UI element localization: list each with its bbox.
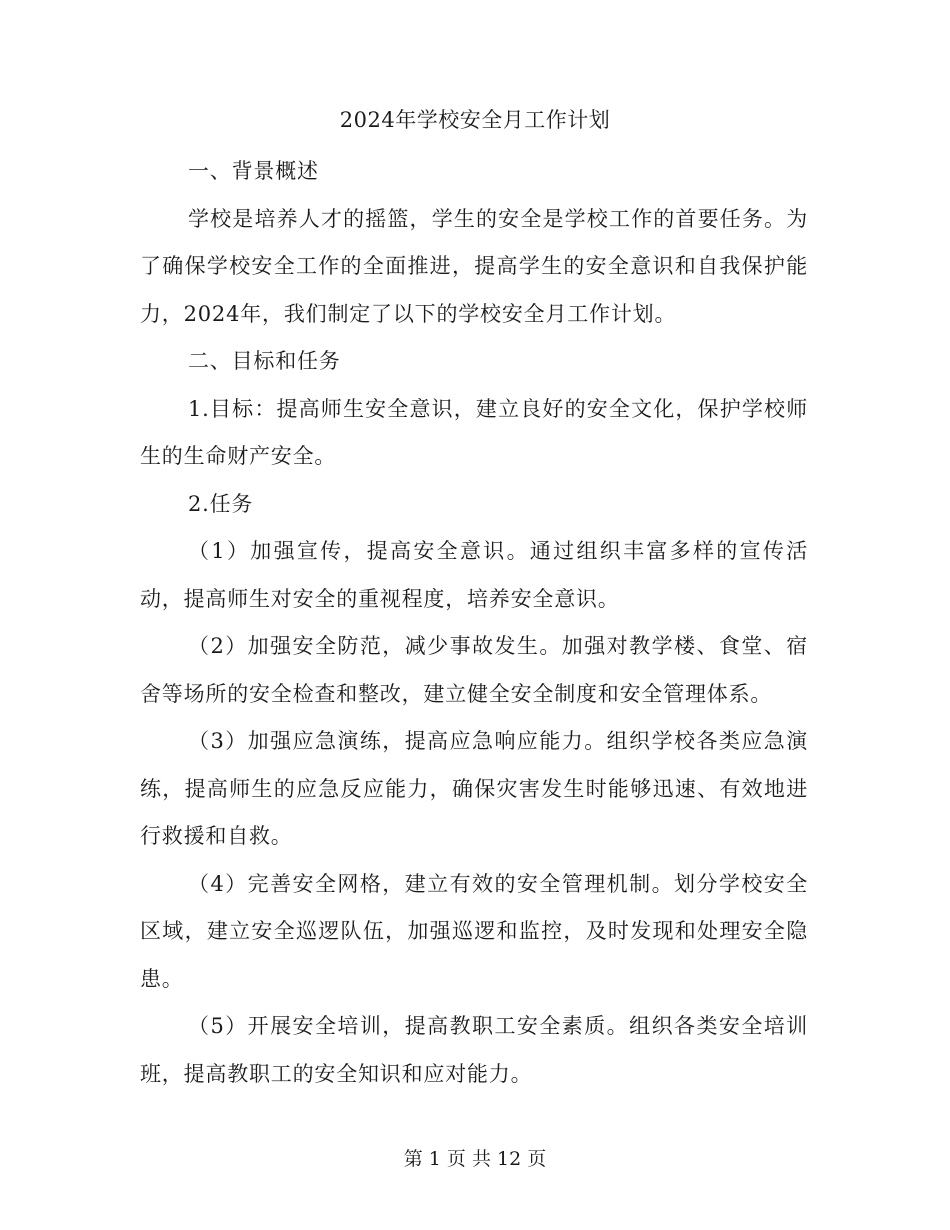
section-heading-background: 一、背景概述 xyxy=(188,159,319,183)
document-title: 2024年学校安全月工作计划 xyxy=(339,108,611,132)
paragraph-tasks-heading: 2.任务 xyxy=(188,491,254,516)
paragraph-task-5: （5）开展安全培训，提高教职工安全素质。组织各类安全培训班，提高教职工的安全知识和应对能力。 xyxy=(140,1014,808,1086)
paragraph-task-3: （3）加强应急演练，提高应急响应能力。组织学校各类应急演练，提高师生的应急反应能力，确保灾害发生时能够迅速、有效地进行救援和自救。 xyxy=(140,729,808,848)
page-footer: 第 1 页 共 12 页 xyxy=(403,1148,547,1170)
paragraph-background: 学校是培养人才的摇篮，学生的安全是学校工作的首要任务。为了确保学校安全工作的全面推进，提高学生的安全意识和自我保护能力，2024年，我们制定了以下的学校安全月工作计划。 xyxy=(140,206,808,326)
paragraph-goal: 1.目标：提高师生安全意识，建立良好的安全文化，保护学校师生的生命财产安全。 xyxy=(140,396,808,468)
paragraph-task-4: （4）完善安全网格，建立有效的安全管理机制。划分学校安全区域，建立安全巡逻队伍，加强巡逻和监控，及时发现和处理安全隐患。 xyxy=(140,871,808,991)
paragraph-task-1: （1）加强宣传，提高安全意识。通过组织丰富多样的宣传活动，提高师生对安全的重视程度，培养安全意识。 xyxy=(140,539,808,611)
paragraph-task-2: （2）加强安全防范，减少事故发生。加强对教学楼、食堂、宿舍等场所的安全检查和整改，建立健全安全制度和安全管理体系。 xyxy=(140,634,808,706)
section-heading-goals: 二、目标和任务 xyxy=(188,349,341,373)
document-body xyxy=(140,148,808,1098)
